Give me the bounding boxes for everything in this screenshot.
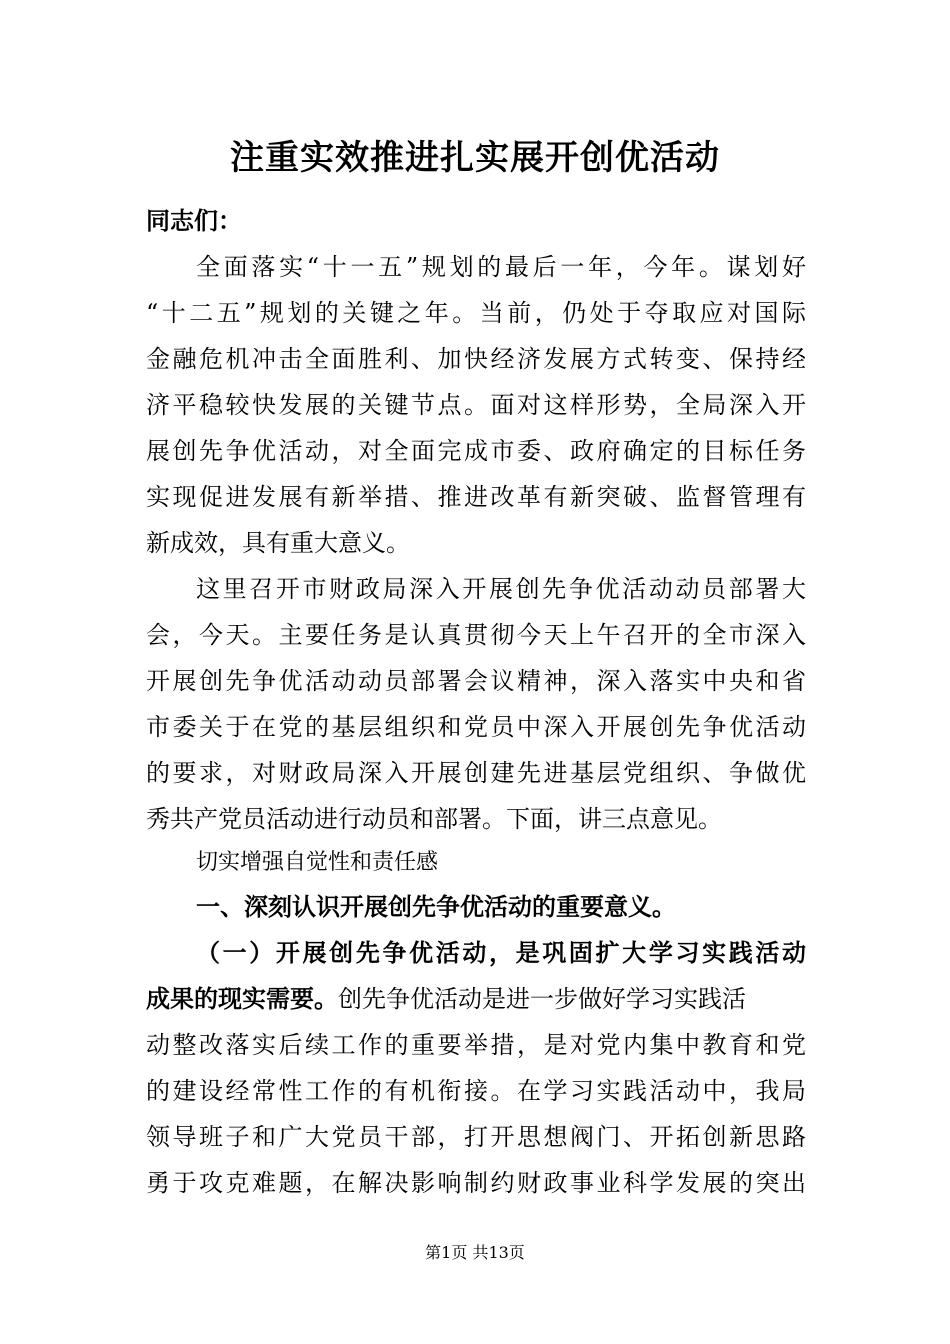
paragraph-line: 的建设经常性工作的有机衔接。在学习实践活动中，我局 — [146, 1077, 806, 1105]
paragraph-line: 市委关于在党的基层组织和党员中深入开展创先争优活动 — [146, 713, 806, 741]
mixed-line — [146, 976, 806, 1022]
paragraph-line: 的要求，对财政局深入开展创建先进基层党组织、争做优 — [146, 759, 806, 787]
paragraph-line: 开展创先争优活动动员部署会议精神，深入落实中央和省 — [146, 667, 806, 695]
paragraph-line: 勇于攻克难题，在解决影响制约财政事业科学发展的突出 — [146, 1169, 806, 1197]
paragraph-line: 新成效，具有重大意义。 — [146, 529, 410, 557]
subsection-heading: （一）开展创先争优活动，是巩固扩大学习实践活动 — [196, 939, 806, 967]
paragraph-line: 展创先争优活动，对全面完成市委、政府确定的目标任务 — [146, 437, 806, 465]
paragraph-line: 会，今天。主要任务是认真贯彻今天上午召开的全市深入 — [146, 621, 806, 649]
paragraph-line: 金融危机冲击全面胜利、加快经济发展方式转变、保持经 — [146, 345, 806, 373]
paragraph-line: 领导班子和广大党员干部，打开思想阀门、开拓创新思路 — [146, 1123, 806, 1151]
paragraph-line: 这里召开市财政局深入开展创先争优活动动员部署大 — [196, 575, 806, 603]
paragraph-line: 动整改落实后续工作的重要举措，是对党内集中教育和党 — [146, 1031, 806, 1059]
paragraph-text: 创先争优活动是进一步做好学习实践活 — [338, 985, 746, 1013]
paragraph-line: “十二五”规划的关键之年。当前，仍处于夺取应对国际 — [146, 299, 806, 327]
salutation: 同志们： — [146, 207, 242, 235]
paragraph-line: 全面落实“十一五”规划的最后一年，今年。谋划好 — [196, 253, 806, 281]
subsection-heading-tail: 成果的现实需要。 — [146, 985, 338, 1013]
document-title: 注重实效推进扎实展开创优活动 — [230, 138, 720, 178]
paragraph-line: 济平稳较快发展的关键节点。面对这样形势，全局深入开 — [146, 391, 806, 419]
section-heading: 一、深刻认识开展创先争优活动的重要意义。 — [196, 893, 676, 921]
section-subtitle: 切实增强自觉性和责任感 — [196, 850, 439, 875]
paragraph-line: 秀共产党员活动进行动员和部署。下面，讲三点意见。 — [146, 805, 722, 833]
paragraph-line: 实现促进发展有新举措、推进改革有新突破、监督管理有 — [146, 483, 806, 511]
page-footer: 第1页 共13页 — [425, 1243, 525, 1262]
